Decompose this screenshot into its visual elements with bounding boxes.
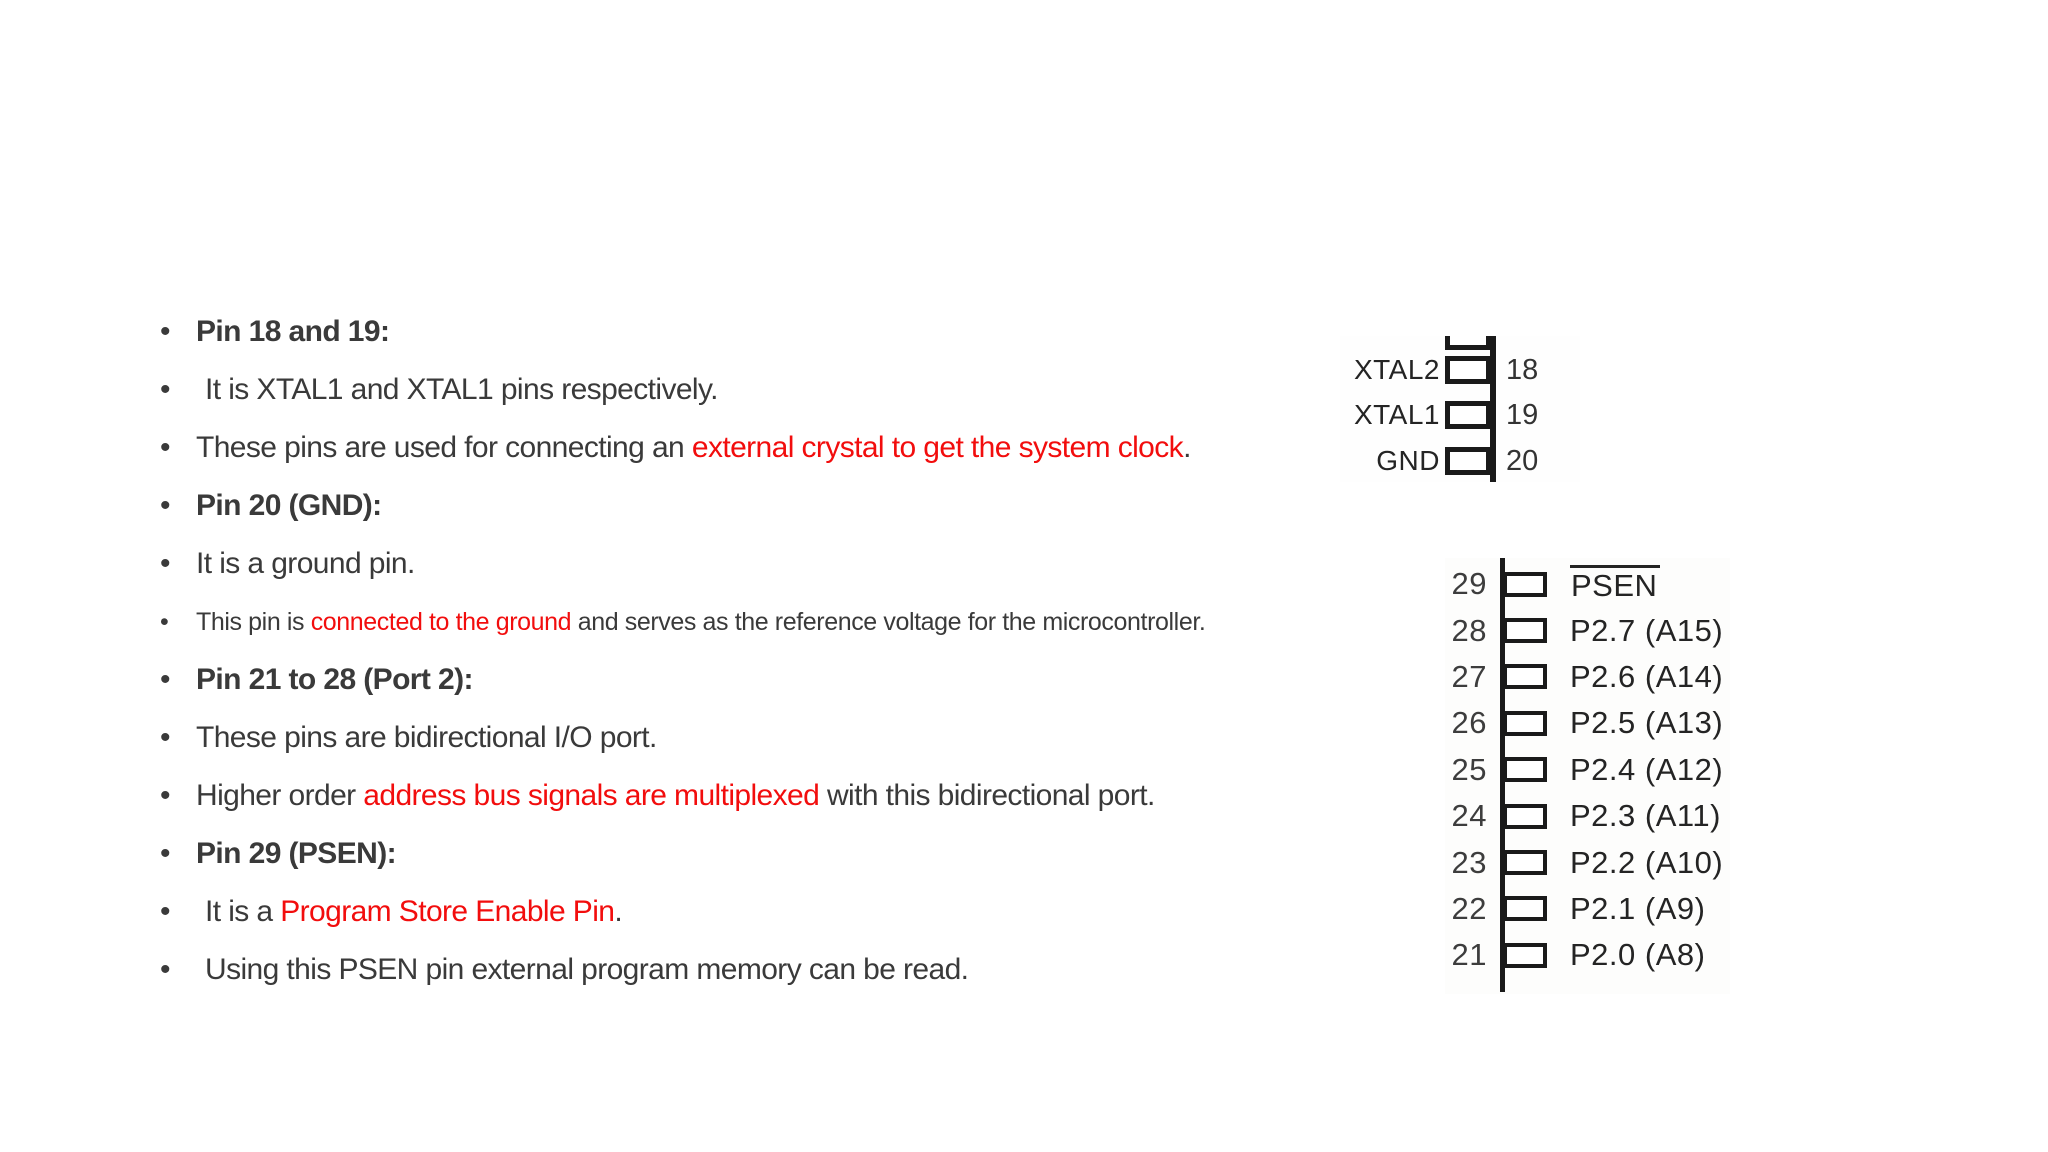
bullet-item-external-crystal <box>160 419 1460 477</box>
pin-label: P2.2 (A10) <box>1570 844 1724 880</box>
bullet-icon: • <box>160 953 170 986</box>
pin-label: XTAL1 <box>1353 399 1440 430</box>
pin-row-20 <box>1340 444 1539 477</box>
pin-box <box>1503 804 1547 829</box>
pin-number: 28 <box>1451 612 1487 648</box>
bullet-item-pin-20 <box>160 477 1460 535</box>
bullet-icon: • <box>160 607 169 636</box>
pin-row-22 <box>1445 886 1730 932</box>
bullet-icon: • <box>160 315 170 348</box>
bullet-text: It is a ground pin. <box>196 547 415 580</box>
pin-box <box>1503 896 1547 921</box>
pin-number: 25 <box>1451 751 1487 787</box>
bullet-icon: • <box>160 837 170 870</box>
bullet-text-highlight: external crystal to get the system clock <box>691 431 1184 464</box>
pin-number: 26 <box>1451 705 1487 741</box>
pin-number: 27 <box>1451 658 1487 694</box>
bullet-text: This pin is <box>196 607 311 636</box>
bullet-text-highlight: connected to the ground <box>310 607 572 636</box>
pin-number: 21 <box>1451 937 1487 973</box>
bullet-text: . <box>1183 431 1191 464</box>
pin-box <box>1503 711 1547 736</box>
bullet-text: Higher order <box>196 779 364 812</box>
pin-label: P2.0 (A8) <box>1570 937 1706 973</box>
pin-row-26 <box>1445 700 1730 746</box>
pin-label: P2.7 (A15) <box>1570 612 1724 648</box>
bullet-list <box>160 303 1460 999</box>
pin-number: 20 <box>1506 444 1539 477</box>
port2-pin-diagram <box>1445 558 1730 994</box>
pin-label: P2.6 (A14) <box>1570 658 1724 694</box>
bullet-item-pin-21-28 <box>160 651 1460 709</box>
pin-row-19 <box>1340 398 1539 431</box>
pin-box <box>1445 401 1491 429</box>
bullet-icon: • <box>160 663 170 696</box>
bullet-text-highlight: Program Store Enable Pin <box>280 895 615 928</box>
bullet-item-ground-pin <box>160 535 1460 593</box>
pin-label-psen: PSEN <box>1570 565 1660 604</box>
pin-label: GND <box>1376 445 1440 476</box>
bullet-item-address-bus <box>160 767 1460 825</box>
pin-label: XTAL2 <box>1353 354 1440 385</box>
bullet-item-bidirectional-port <box>160 709 1460 767</box>
pin-box <box>1503 943 1547 968</box>
pin-box <box>1445 447 1491 475</box>
pin-label: P2.4 (A12) <box>1570 751 1724 787</box>
pin-row-29 <box>1445 561 1730 607</box>
bullet-text: Pin 21 to 28 (Port 2): <box>196 663 473 696</box>
pin-box <box>1445 356 1491 384</box>
pin-number: 24 <box>1451 798 1487 834</box>
pin-box <box>1503 850 1547 875</box>
bullet-item-pin-29 <box>160 825 1460 883</box>
pin-box <box>1503 757 1547 782</box>
bullet-icon: • <box>160 721 170 754</box>
pin-number: 19 <box>1506 398 1539 431</box>
pin-label: P2.1 (A9) <box>1570 890 1706 926</box>
pin-row-21 <box>1445 932 1730 978</box>
bullet-text: Using this PSEN pin external program memory can be read. <box>205 953 969 986</box>
pin-label: P2.5 (A13) <box>1570 705 1724 741</box>
pin-number: 18 <box>1506 353 1539 386</box>
pin-number: 23 <box>1451 844 1487 880</box>
pin-row-28 <box>1445 607 1730 653</box>
pin-number: 29 <box>1451 566 1487 602</box>
bullet-text-highlight: address bus signals are multiplexed <box>363 779 820 812</box>
bullet-text: Pin 29 (PSEN): <box>196 837 396 870</box>
pin-box <box>1503 618 1547 643</box>
bullet-item-pin-18-19 <box>160 303 1460 361</box>
bullet-text: These pins are bidirectional I/O port. <box>196 721 657 754</box>
bullet-item-reference-voltage <box>160 593 1460 651</box>
bullet-text: . <box>614 895 623 928</box>
bullet-icon: • <box>160 431 170 464</box>
xtal-pin-diagram <box>1340 336 1580 482</box>
bullet-text: Pin 18 and 19: <box>196 315 390 348</box>
pin-label: P2.3 (A11) <box>1570 798 1721 834</box>
bullet-text: Pin 20 (GND): <box>196 489 382 522</box>
bullet-text: and serves as the reference voltage for the microcontroller. <box>571 607 1206 636</box>
pin-row-23 <box>1445 839 1730 885</box>
pin-row-27 <box>1445 654 1730 700</box>
bullet-icon: • <box>160 489 170 522</box>
bullet-icon: • <box>160 547 170 580</box>
pin-row-25 <box>1445 747 1730 793</box>
pin-row-24 <box>1445 793 1730 839</box>
bullet-item-psen <box>160 883 1460 941</box>
chip-edge-line <box>1490 336 1496 482</box>
pin-number: 22 <box>1451 890 1487 926</box>
bullet-text: with this bidirectional port. <box>819 779 1155 812</box>
pin-box <box>1503 664 1547 689</box>
bullet-item-xtal-pins <box>160 361 1460 419</box>
bullet-text: These pins are used for connecting an <box>196 431 692 464</box>
bullet-icon: • <box>160 895 170 928</box>
pin-box-partial <box>1445 336 1491 350</box>
bullet-item-psen-read <box>160 941 1460 999</box>
bullet-text: It is a <box>205 895 281 928</box>
pin-row-18 <box>1340 353 1539 386</box>
bullet-icon: • <box>160 779 170 812</box>
bullet-icon: • <box>160 373 170 406</box>
bullet-text: It is XTAL1 and XTAL1 pins respectively. <box>205 373 718 406</box>
pin-box <box>1503 572 1547 597</box>
